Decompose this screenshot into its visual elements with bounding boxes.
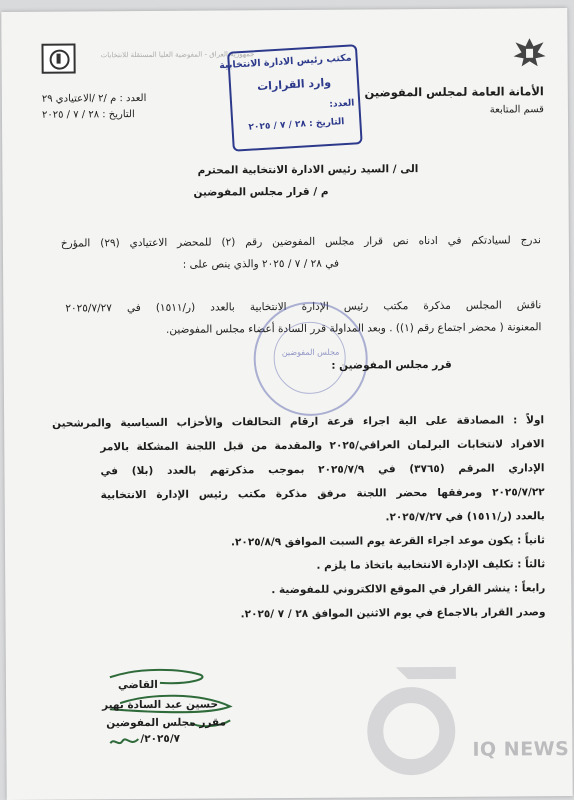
letterhead-faded: جمهورية العراق - المفوضية العليا المستقلة للانتخابات (100, 50, 255, 60)
stamp-office: مكتب رئيس الادارة الانتخابية (218, 52, 352, 72)
item-first-line-4: ٢٠٢٥/٧/٢٢ ومرفقها محضر اللجنة مرفق مذكرة مكتب رئيس الإدارة الانتخابية (100, 486, 545, 502)
iraq-emblem-icon (509, 34, 549, 70)
signatory-name: حسين عبد السادة بهير (102, 698, 219, 712)
signatory-role: مقرر مجلس المفوضين (106, 716, 227, 730)
discussion-line-2: المعنونة ( محضر اجتماع رقم (١)) . وبعد المداولة قرر السادة أعضاء مجلس المفوضين. (165, 321, 542, 336)
stamp-date: التاريخ : ٢٨ / ٧ / ٢٠٢٥ (248, 117, 345, 133)
signatory-title: القاضي (117, 678, 158, 692)
document-page (1, 8, 572, 800)
decision-closing: وصدر القرار بالاجماع في يوم الاثنين الموافق ٢٨ / ٧ /٢٠٢٥. (240, 606, 546, 621)
subject: م / قرار مجلس المفوضين (193, 185, 329, 199)
discussion-line-1: ناقش المجلس مذكرة مكتب رئيس الإدارة الانتخابية بالعدد (ر/١٥١١) في ٢٠٢٥/٧/٢٧ (65, 299, 542, 315)
department-label: قسم المتابعة (489, 104, 544, 116)
stamp-number: العدد: (329, 98, 355, 110)
item-third: ثالثاً : تكليف الإدارة الانتخابية باتخاذ ما يلزم . (316, 558, 546, 572)
item-fourth: رابعاً : ينشر القرار في الموقع الالكتروني للمفوضية . (271, 582, 546, 597)
decided-heading: قرر مجلس المفوضين : (331, 358, 452, 372)
document-number: العدد : م /٢ /الاعتيادي ٢٩ (41, 92, 147, 105)
intro-line-1: ندرج لسيادتكم في ادناه نص قرار مجلس المفوضين رقم (٢) للمحضر الاعتيادي (٢٩) المؤرخ (60, 234, 541, 250)
item-first-line-2: الافراد لانتخابات البرلمان العراقي/٢٠٢٥ والمقدمة من قبل اللجنة المشكلة بالامر (100, 438, 545, 454)
seal-text: مجلس المفوضين (281, 347, 340, 358)
received-stamp (218, 44, 363, 152)
stamp-incoming: وارد القرارات (256, 75, 332, 94)
item-first-line-3: الإداري المرقم (٣٧٦٥) في ٢٠٢٥/٧/٩ بموجب مذكرتهم بالعدد (بلا) في (100, 462, 545, 478)
date-handwriting (106, 733, 142, 749)
document-date: التاريخ : ٢٨ / ٧ / ٢٠٢٥ (41, 109, 135, 121)
item-second: ثانياً : يكون موعد اجراء القرعة يوم السبت الموافق ٢٠٢٥/٨/٩. (230, 534, 545, 549)
commission-logo (41, 43, 75, 73)
signature-date: ٢٠٢٥/٧/ (140, 732, 181, 746)
org-title: الأمانة العامة لمجلس المفوضين (364, 84, 544, 100)
item-first-line-1: اولاً : المصادقة على الية اجراء قرعة ارقام التحالفات والأحزاب السياسية والمرشحين (52, 414, 545, 430)
watermark-text: IQ NEWS (472, 738, 570, 761)
item-first-line-5: بالعدد (ر/١٥١١) في ٢٠٢٥/٧/٢٧. (385, 510, 545, 524)
intro-line-2: في ٢٨ / ٧ / ٢٠٢٥ والذي ينص على : (182, 257, 340, 271)
addressee: الى / السيد رئيس الادارة الانتخابية المحترم (197, 163, 419, 177)
iq-news-logo-icon (356, 659, 467, 780)
